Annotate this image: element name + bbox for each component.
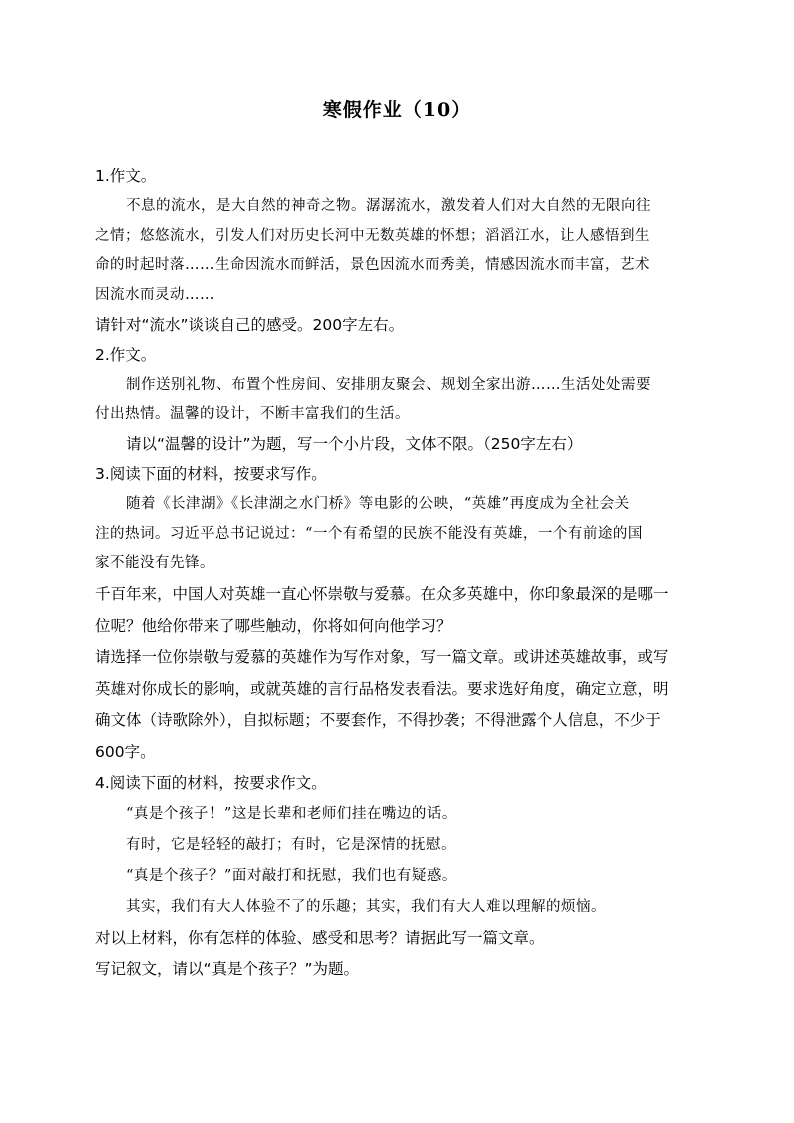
material-line: 因流水而灵动……	[95, 287, 215, 304]
question-1-material	[95, 192, 700, 311]
question-2-task: 请以“温馨的设计”为题，写一个小片段，文体不限。（250字左右）	[126, 435, 583, 454]
question-1	[95, 162, 700, 341]
material-line: 家不能没有先锋。	[95, 555, 215, 572]
body-line: 请选择一位你崇敬与爱慕的英雄作为写作对象，写一篇文章。或讲述英雄故事，或写	[95, 648, 669, 667]
question-3-body	[95, 579, 700, 768]
material-line: 命的时起时落……生命因流水而鲜活，景色因流水而秀美，情感因流水而丰富，艺术	[95, 257, 650, 274]
question-3-material	[95, 490, 700, 579]
document-content	[95, 162, 700, 985]
material-line: 不息的流水，是大自然的神奇之物。潺潺流水，激发着人们对大自然的无限向往	[126, 197, 651, 214]
material-line: 制作送别礼物、布置个性房间、安排朋友聚会、规划全家出游……生活处处需要	[126, 376, 651, 393]
question-1-task: 请针对“流水”谈谈自己的感受。200字左右。	[95, 315, 405, 334]
material-line: “真是个孩子！”这是长辈和老师们挂在嘴边的话。	[126, 806, 457, 823]
material-line: 其实，我们有大人体验不了的乐趣；其实，我们有大人难以理解的烦恼。	[126, 899, 606, 916]
material-line: 注的热词。习近平总书记说过：“一个有希望的民族不能没有英雄，一个有前途的国	[95, 525, 643, 542]
question-2-material	[95, 371, 700, 431]
body-line: 写记叙文，请以“真是个孩子？”为题。	[95, 960, 360, 979]
body-line: 英雄对你成长的影响，或就英雄的言行品格发表看法。要求选好角度，确定立意，明	[95, 679, 669, 698]
question-4-material	[95, 799, 700, 923]
material-line: 随着《长津湖》《长津湖之水门桥》等电影的公映，“英雄”再度成为全社会关	[126, 495, 630, 512]
question-4-body	[95, 923, 700, 985]
material-line: “真是个孩子？”面对敲打和抚慰，我们也有疑惑。	[126, 868, 457, 885]
question-3-heading: 3.阅读下面的材料，按要求写作。	[95, 464, 327, 483]
body-line: 600字。	[95, 742, 156, 761]
question-3	[95, 460, 700, 768]
material-line: 之情；悠悠流水，引发人们对历史长河中无数英雄的怀想；滔滔江水，让人感悟到生	[95, 227, 650, 244]
document-title: 寒假作业（10）	[322, 99, 472, 121]
question-1-heading: 1.作文。	[95, 167, 157, 185]
body-line: 确文体（诗歌除外），自拟标题；不要套作，不得抄袭；不得泄露个人信息，不少于	[95, 711, 661, 730]
body-line: 位呢？他给你带来了哪些触动，你将如何向他学习？	[95, 616, 452, 635]
material-line: 有时，它是轻轻的敲打；有时，它是深情的抚慰。	[126, 837, 456, 854]
material-line: 付出热情。温馨的设计，不断丰富我们的生活。	[95, 406, 410, 423]
body-line: 对以上材料，你有怎样的体验、感受和思考？请据此写一篇文章。	[95, 929, 545, 948]
body-line: 千百年来，中国人对英雄一直心怀崇敬与爱慕。在众多英雄中，你印象最深的是哪一	[95, 585, 669, 604]
question-2-heading: 2.作文。	[95, 345, 157, 364]
question-4	[95, 768, 700, 985]
question-4-heading: 4.阅读下面的材料，按要求作文。	[95, 774, 327, 793]
question-2	[95, 341, 700, 460]
